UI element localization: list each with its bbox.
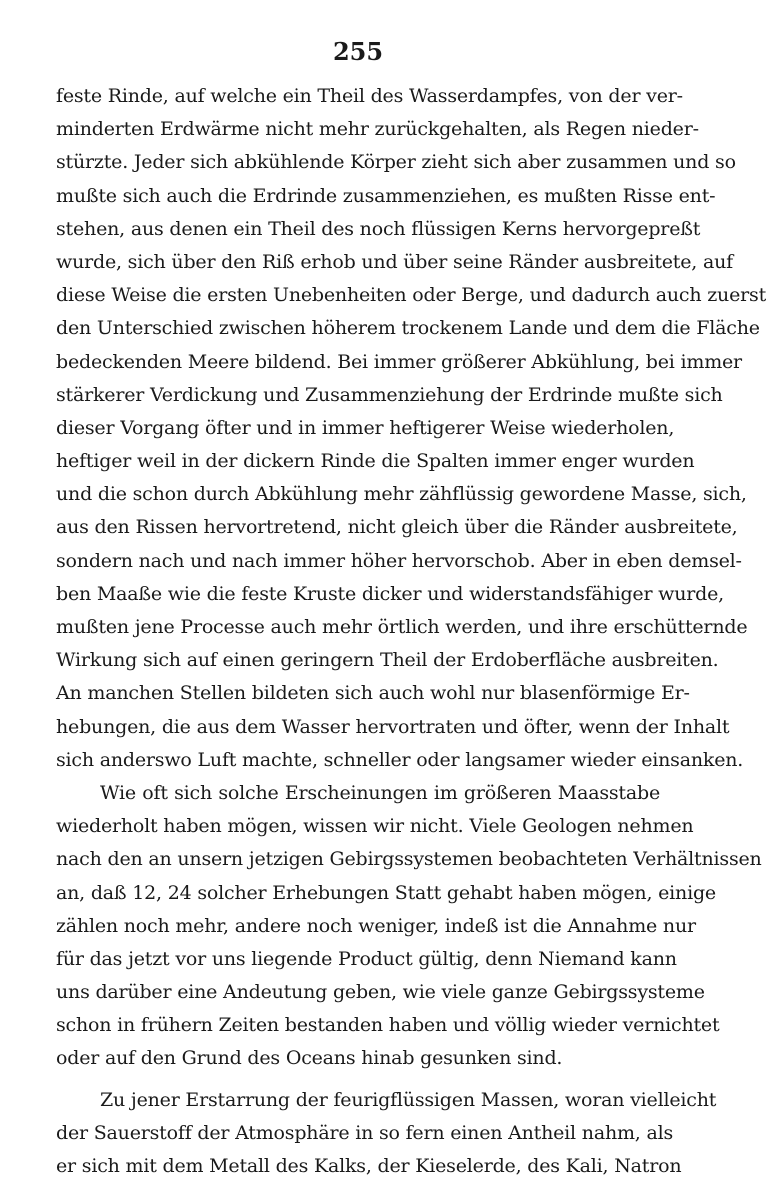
text-line: den Unterschied zwischen höherem trockenem Lande und dem die Fläche — [56, 317, 760, 340]
text-line: wiederholt haben mögen, wissen wir nicht. Viele Geologen nehmen — [56, 815, 694, 838]
text-line: der Sauerstoff der Atmosphäre in so fern einen Antheil nahm, als — [56, 1121, 674, 1144]
text-line: Wie oft sich solche Erscheinungen im größeren Maasstabe — [100, 781, 660, 804]
text-line: Zu jener Erstarrung der feurigflüssigen Massen, woran vielleicht — [100, 1088, 717, 1111]
text-line: bedeckenden Meere bildend. Bei immer größerer Abkühlung, bei immer — [56, 350, 742, 373]
text-line: stärkerer Verdickung und Zusammenziehung der Erdrinde mußte sich — [56, 383, 723, 406]
text-line: schon in frühern Zeiten bestanden haben und völlig wieder vernichtet — [56, 1014, 720, 1037]
text-line: hebungen, die aus dem Wasser hervortraten und öfter, wenn der Inhalt — [56, 715, 730, 738]
body-text — [56, 80, 766, 1183]
text-line: aus den Rissen hervortretend, nicht gleich über die Ränder ausbreitete, — [56, 516, 738, 539]
text-line: er sich mit dem Metall des Kalks, der Kieselerde, des Kali, Natron — [56, 1155, 682, 1177]
text-line: stehen, aus denen ein Theil des noch flüssigen Kerns hervorgepreßt — [56, 217, 701, 240]
text-line: diese Weise die ersten Unebenheiten oder Berge, und dadurch auch zuerst — [56, 284, 766, 307]
page-number: 255 — [332, 37, 384, 66]
paragraph-3 — [56, 1084, 717, 1184]
text-line: Wirkung sich auf einen geringern Theil der Erdoberfläche ausbreiten. — [56, 649, 719, 672]
text-line: für das jetzt vor uns liegende Product gültig, denn Niemand kann — [56, 947, 677, 970]
text-line: ben Maaße wie die feste Kruste dicker und widerstandsfähiger wurde, — [56, 582, 725, 605]
text-line: mußte sich auch die Erdrinde zusammenziehen, es mußten Risse ent- — [56, 184, 716, 207]
paragraph-2 — [56, 777, 762, 1076]
text-line: nach den an unsern jetzigen Gebirgssystemen beobachteten Verhältnissen — [56, 848, 762, 871]
text-line: wurde, sich über den Riß erhob und über seine Ränder ausbreitete, auf — [56, 250, 733, 273]
text-line: an, daß 12, 24 solcher Erhebungen Statt gehabt haben mögen, einige — [56, 881, 716, 904]
text-line: oder auf den Grund des Oceans hinab gesunken sind. — [56, 1047, 563, 1070]
paragraph-gap — [56, 1076, 660, 1084]
text-line: stürzte. Jeder sich abkühlende Körper zieht sich aber zusammen und so — [56, 151, 736, 174]
text-line: sich anderswo Luft machte, schneller oder langsamer wieder einsanken. — [56, 748, 744, 771]
text-line: zählen noch mehr, andere noch weniger, indeß ist die Annahme nur — [56, 914, 696, 937]
text-line: heftiger weil in der dickern Rinde die Spalten immer enger wurden — [56, 450, 695, 473]
text-line: An manchen Stellen bildeten sich auch wohl nur blasenförmige Er- — [56, 682, 690, 705]
text-line: dieser Vorgang öfter und in immer heftigerer Weise wiederholen, — [56, 416, 675, 439]
text-line: minderten Erdwärme nicht mehr zurückgehalten, als Regen nieder- — [56, 118, 699, 141]
paragraph-1 — [56, 80, 766, 777]
text-line: mußten jene Processe auch mehr örtlich werden, und ihre erschütternde — [56, 616, 748, 638]
text-line: feste Rinde, auf welche ein Theil des Wasserdampfes, von der ver- — [56, 85, 683, 107]
text-line: und die schon durch Abkühlung mehr zähflüssig gewordene Masse, sich, — [56, 483, 747, 506]
text-line: sondern nach und nach immer höher hervorschob. Aber in eben demsel- — [56, 549, 742, 572]
text-line: uns darüber eine Andeutung geben, wie viele ganze Gebirgssysteme — [56, 981, 705, 1004]
